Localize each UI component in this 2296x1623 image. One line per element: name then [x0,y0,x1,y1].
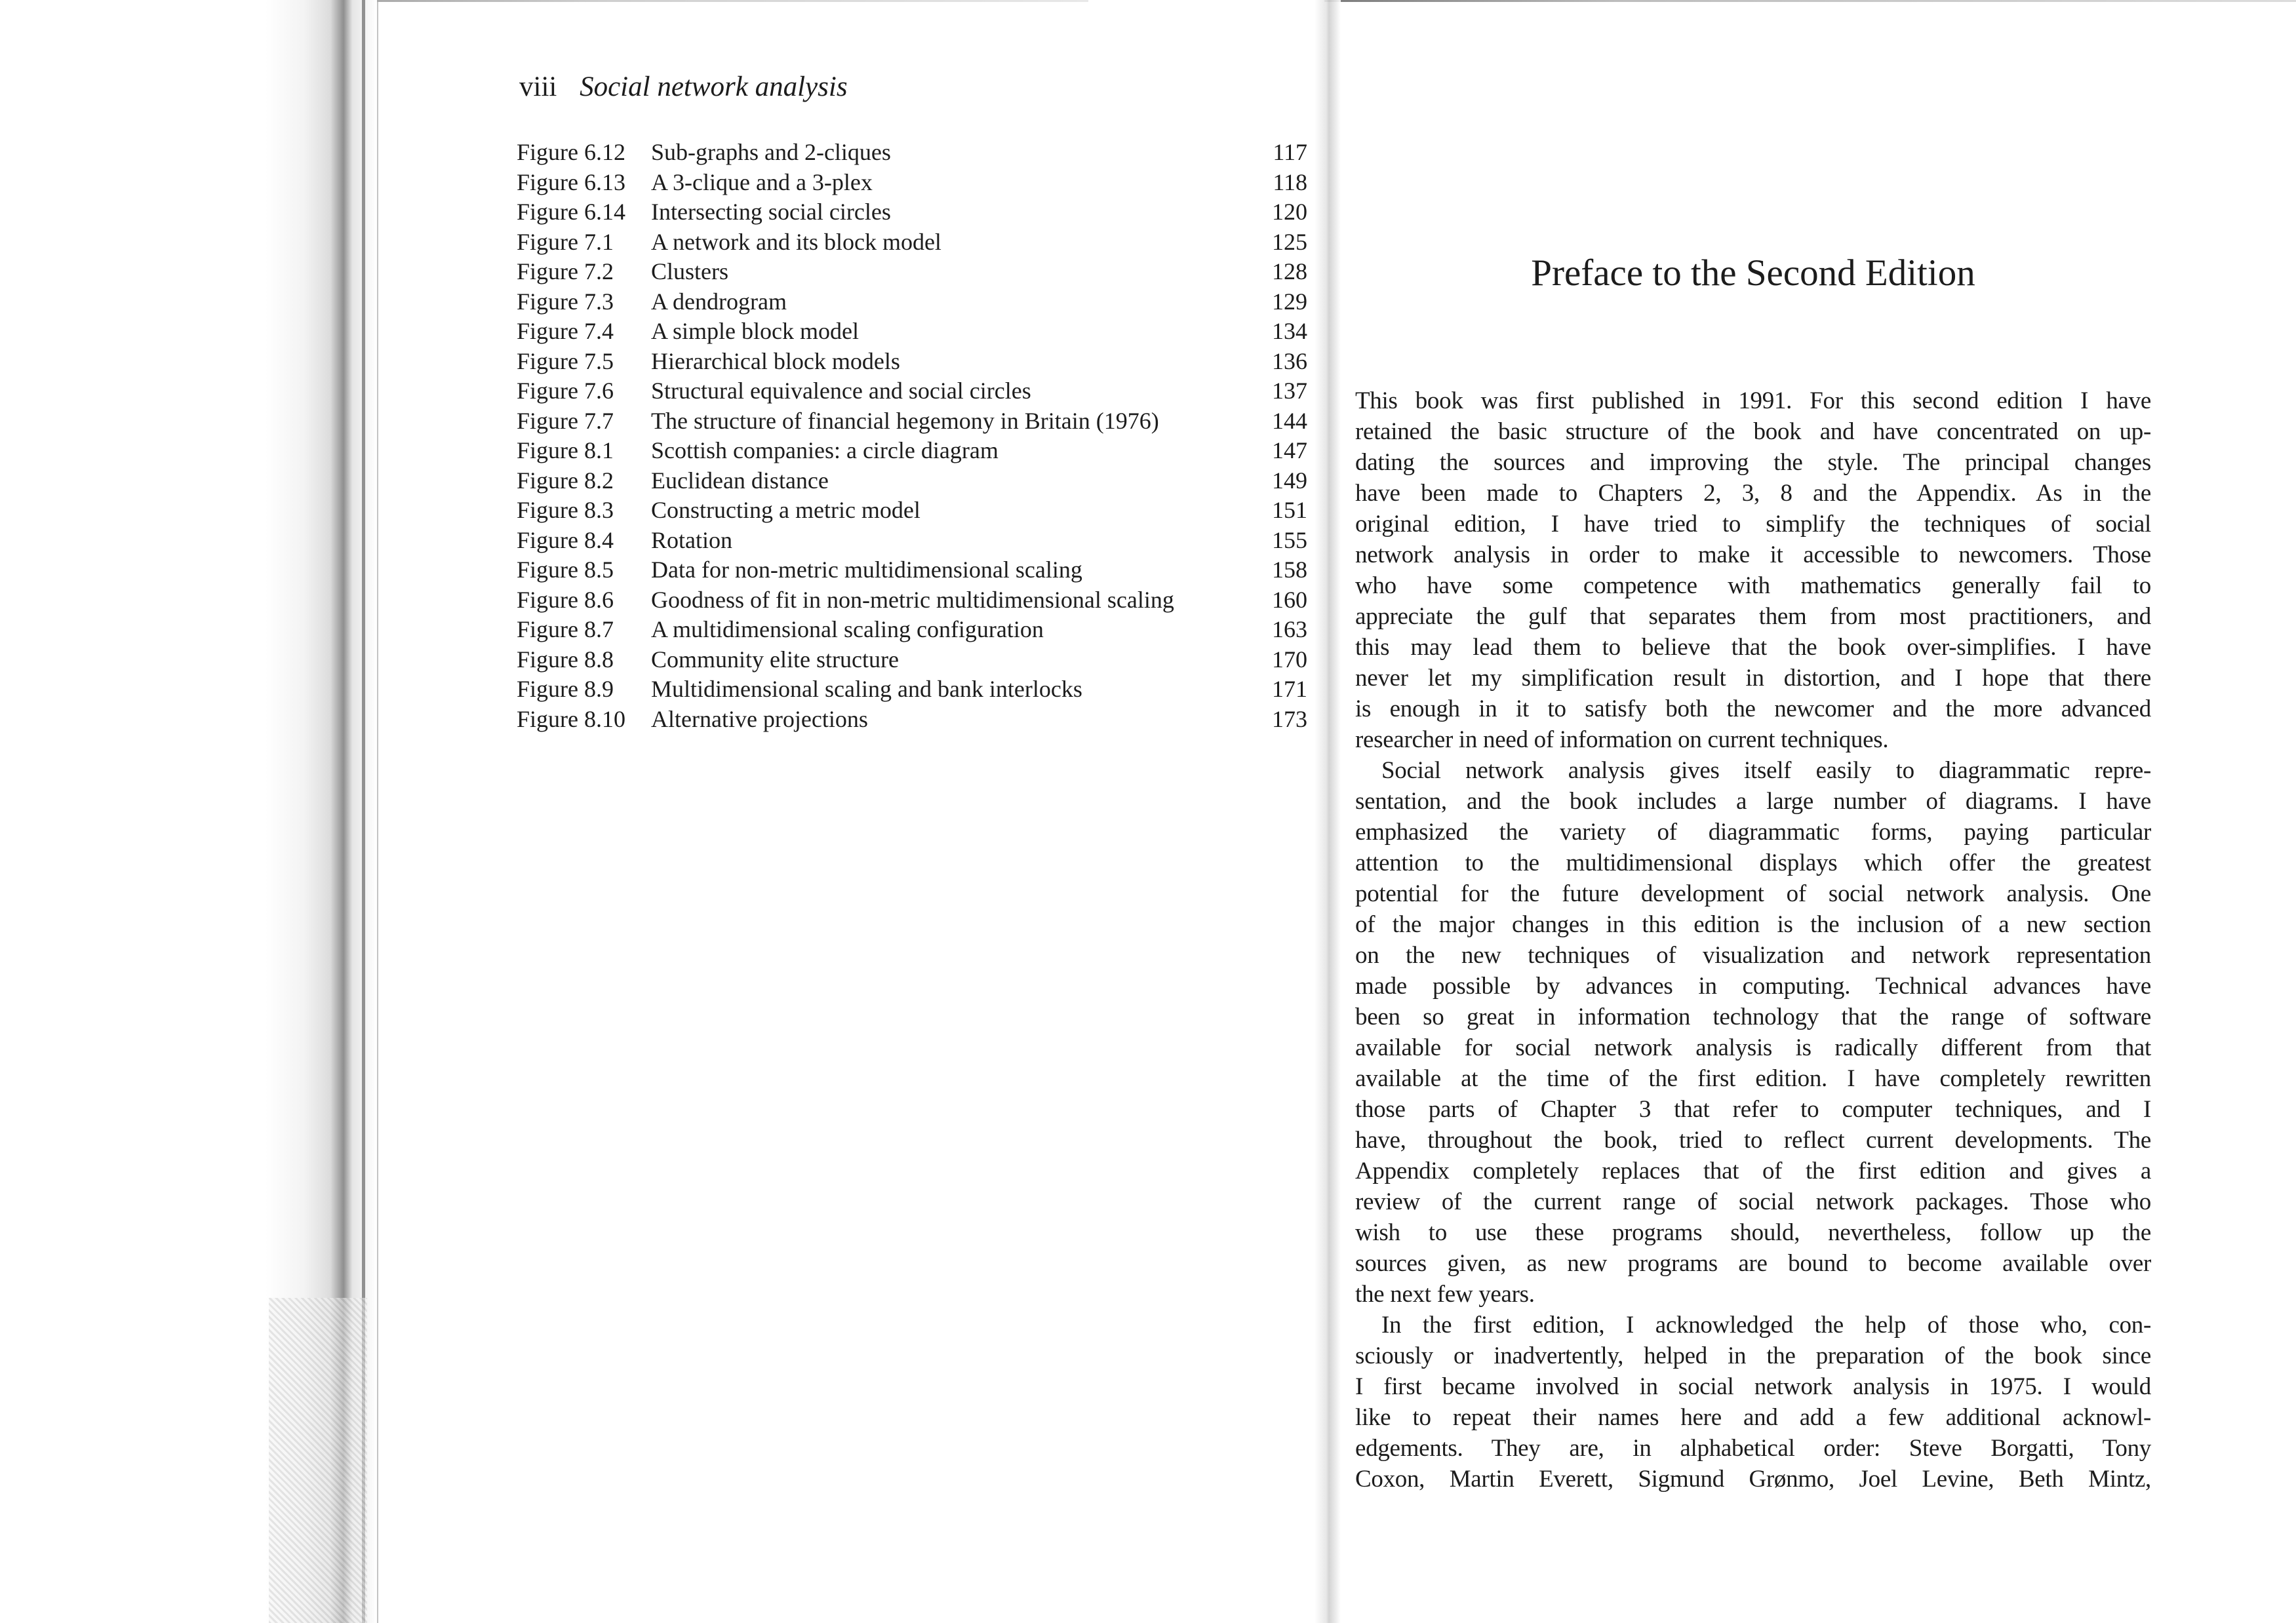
figure-title: Data for non-metric multidimensional scaling [651,557,1082,583]
preface-line: In the first edition, I acknowledged the help of those who, con- [1381,1312,2151,1339]
preface-paragraph [1355,755,2151,1310]
figure-title: Intersecting social circles [651,199,891,225]
figure-title: Constructing a metric model [651,497,920,523]
figure-title: A 3-clique and a 3-plex [651,168,873,195]
figure-page-number: 137 [1272,378,1307,404]
page-folio: viii [519,71,557,102]
figure-label: Figure 6.12 [517,139,625,165]
figure-label: Figure 8.3 [517,497,614,523]
preface-line: have, throughout the book, tried to reflect current developments. The [1355,1127,2151,1154]
preface-line: on the new techniques of visualization and network representation [1355,942,2151,969]
figure-label: Figure 7.7 [517,407,614,434]
figure-page-number: 158 [1272,557,1307,583]
figure-label: Figure 7.1 [517,228,614,255]
preface-line: This book was first published in 1991. For this second edition I have [1355,387,2151,414]
figure-label: Figure 8.4 [517,526,614,553]
running-title: Social network analysis [580,71,848,102]
figure-label: Figure 7.6 [517,378,614,404]
figure-page-number: 155 [1272,526,1307,553]
scan-top-edge-right [1324,0,2296,2]
figure-list-row [517,138,1330,168]
preface-line: sources given, as new programs are bound to become available over [1355,1250,2151,1277]
figure-title: A dendrogram [651,288,787,315]
preface-line: attention to the multidimensional displays which offer the greatest [1355,850,2151,876]
preface-line: appreciate the gulf that separates them from most practitioners, and [1355,603,2151,630]
figure-title: Hierarchical block models [651,347,900,374]
figure-list-row [517,436,1330,466]
preface-line: who have some competence with mathematics generally fail to [1355,572,2151,599]
figure-page-number: 118 [1273,168,1307,195]
figure-label: Figure 7.4 [517,318,614,344]
preface-line: wish to use these programs should, nevertheless, follow up the [1355,1219,2151,1246]
figure-label: Figure 8.10 [517,705,625,732]
figure-page-number: 171 [1272,676,1307,702]
preface-line: have been made to Chapters 2, 3, 8 and the Appendix. As in the [1355,480,2151,507]
figure-title: Scottish companies: a circle diagram [651,437,999,463]
figure-title: Rotation [651,526,732,553]
running-head [519,71,848,103]
figure-title: Euclidean distance [651,467,829,494]
preface-line: retained the basic structure of the book and have concentrated on up- [1355,418,2151,445]
figure-page-number: 163 [1272,616,1307,642]
figure-page-number: 173 [1272,705,1307,732]
figure-list-row [517,496,1330,526]
figure-list-row [517,197,1330,227]
figure-page-number: 144 [1272,407,1307,434]
preface-line: edgements. They are, in alphabetical order: Steve Borgatti, Tony [1355,1435,2151,1462]
preface-line: review of the current range of social network packages. Those who [1355,1188,2151,1215]
preface-line: this may lead them to believe that the book over-simplifies. I have [1355,634,2151,661]
figure-page-number: 170 [1272,646,1307,673]
figure-list-row [517,227,1330,258]
preface-line: Coxon, Martin Everett, Sigmund Grønmo, Joel Levine, Beth Mintz, [1355,1466,2151,1493]
figure-list-row [517,406,1330,437]
figure-page-number: 160 [1272,586,1307,613]
figure-list-row [517,347,1330,377]
preface-line: the next few years. [1355,1281,1535,1308]
figure-page-number: 151 [1272,497,1307,523]
preface-line: made possible by advances in computing. Technical advances have [1355,973,2151,1000]
preface-line: those parts of Chapter 3 that refer to computer techniques, and I [1355,1096,2151,1123]
preface-line: been so great in information technology that the range of software [1355,1004,2151,1030]
preface-paragraph [1355,1310,2151,1495]
figure-title: Community elite structure [651,646,899,673]
figure-label: Figure 6.13 [517,168,625,195]
figure-page-number: 136 [1272,347,1307,374]
figure-list-row [517,645,1330,675]
preface-line: researcher in need of information on current techniques. [1355,726,1889,753]
preface-line: is enough in it to satisfy both the newcomer and the more advanced [1355,695,2151,722]
figure-list-row [517,168,1330,198]
figure-label: Figure 6.14 [517,199,625,225]
figure-page-number: 125 [1272,228,1307,255]
preface-line: Appendix completely replaces that of the first edition and gives a [1355,1158,2151,1184]
preface-line: available at the time of the first edition. I have completely rewritten [1355,1065,2151,1092]
figure-title: Goodness of fit in non-metric multidimensional scaling [651,586,1174,613]
figure-title: Alternative projections [651,705,868,732]
preface-title: Preface to the Second Edition [1531,252,1975,294]
figure-list-row [517,585,1330,616]
figure-label: Figure 8.5 [517,557,614,583]
figure-list-row [517,257,1330,287]
preface-line: emphasized the variety of diagrammatic forms, paying particular [1355,819,2151,846]
figure-list [517,138,1330,734]
figure-label: Figure 8.9 [517,676,614,702]
figure-label: Figure 7.2 [517,258,614,284]
figure-title: Multidimensional scaling and bank interlocks [651,676,1082,702]
figure-page-number: 117 [1273,139,1307,165]
figure-title: Sub-graphs and 2-cliques [651,139,891,165]
preface-line: sciously or inadvertently, helped in the preparation of the book since [1355,1342,2151,1369]
figure-label: Figure 7.3 [517,288,614,315]
figure-page-number: 120 [1272,199,1307,225]
preface-line: Social network analysis gives itself easily to diagrammatic repre- [1381,757,2151,784]
figure-label: Figure 8.6 [517,586,614,613]
figure-list-row [517,675,1330,705]
figure-title: A multidimensional scaling configuration [651,616,1044,642]
preface-paragraph [1355,385,2151,755]
figure-page-number: 129 [1272,288,1307,315]
figure-label: Figure 8.8 [517,646,614,673]
figure-page-number: 128 [1272,258,1307,284]
figure-list-row [517,555,1330,585]
figure-label: Figure 8.7 [517,616,614,642]
preface-line: dating the sources and improving the style. The principal changes [1355,449,2151,476]
figure-list-row [517,466,1330,496]
scan-binding-line-secondary [377,0,378,1623]
preface-line: never let my simplification result in distortion, and I hope that there [1355,665,2151,692]
preface-body [1355,385,2151,1495]
figure-title: Structural equivalence and social circles [651,378,1031,404]
preface-line: network analysis in order to make it accessible to newcomers. Those [1355,541,2151,568]
figure-label: Figure 8.2 [517,467,614,494]
figure-page-number: 147 [1272,437,1307,463]
figure-list-row [517,705,1330,735]
preface-line: potential for the future development of social network analysis. One [1355,880,2151,907]
preface-line: sentation, and the book includes a large number of diagrams. I have [1355,788,2151,815]
scan-edge-noise [269,1298,367,1623]
figure-title: The structure of financial hegemony in Britain (1976) [651,407,1159,434]
figure-title: Clusters [651,258,729,284]
figure-page-number: 134 [1272,318,1307,344]
preface-line: like to repeat their names here and add a few additional acknowl- [1355,1404,2151,1431]
figure-list-row [517,615,1330,645]
figure-page-number: 149 [1272,467,1307,494]
figure-list-row [517,376,1330,406]
figure-label: Figure 7.5 [517,347,614,374]
preface-line: I first became involved in social network analysis in 1975. I would [1355,1373,2151,1400]
figure-label: Figure 8.1 [517,437,614,463]
preface-line: of the major changes in this edition is the inclusion of a new section [1355,911,2151,938]
figure-list-row [517,317,1330,347]
preface-line: original edition, I have tried to simplify the techniques of social [1355,511,2151,538]
figure-list-row [517,287,1330,317]
figure-title: A simple block model [651,318,859,344]
preface-line: available for social network analysis is radically different from that [1355,1034,2151,1061]
scan-top-edge-left [275,0,1088,2]
figure-list-row [517,526,1330,556]
figure-title: A network and its block model [651,228,941,255]
